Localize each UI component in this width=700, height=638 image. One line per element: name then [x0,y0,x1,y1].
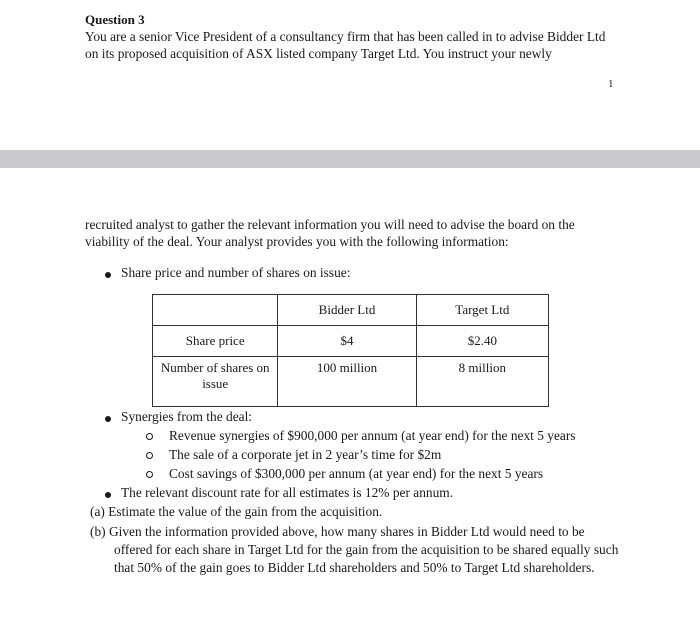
part-b-text: (b) Given the information provided above, how many shares in Bidder Ltd would need to be offered for each share in Target Ltd for the gain from the acquisition to be shared equally such that 50% of the gain goes to Bidder Ltd shareholders and 50% to Target Ltd shareholders. [90,524,619,575]
bullet-dot-icon [105,492,111,498]
table-cell-target: $2.40 [416,326,548,357]
sub-bullet-circle-icon [146,433,153,440]
sub-bullet-circle-icon [146,452,153,459]
synergy-item: The sale of a corporate jet in 2 year’s time for $2m [169,447,442,462]
bullet-dot-icon [105,416,111,422]
table-header-row [153,295,549,326]
synergy-item: Revenue synergies of $900,000 per annum (at year end) for the next 5 years [169,428,576,443]
bullet-dot-icon [105,272,111,278]
table-cell-bidder: $4 [278,326,416,357]
question-intro: You are a senior Vice President of a consultancy firm that has been called in to advise Bidder Ltd on its proposed acquisition of ASX listed company Target Ltd. You instruct your newly [85,29,606,61]
bullet-synergies: Synergies from the deal: [121,409,253,424]
table-cell-label: Number of shares on issue [153,357,278,407]
bullet-share-info: Share price and number of shares on issue: [121,265,351,280]
sub-bullet-circle-icon [146,471,153,478]
table-header-bidder: Bidder Ltd [278,295,416,326]
synergy-item: Cost savings of $300,000 per annum (at year end) for the next 5 years [169,466,544,481]
table-cell-label: Share price [153,326,278,357]
page-break-gap [0,150,700,168]
page-one [0,0,700,150]
part-b [90,523,625,577]
table-header-blank [153,295,278,326]
table-row [153,357,549,407]
part-a: (a) Estimate the value of the gain from the acquisition. [90,504,383,519]
page-two [0,168,700,638]
question-title: Question 3 [85,12,145,27]
share-table [152,294,549,407]
page-number: 1 [608,78,614,90]
table-header-target: Target Ltd [416,295,548,326]
table-cell-target: 8 million [416,357,548,407]
table-row [153,326,549,357]
continuation-paragraph: recruited analyst to gather the relevant information you will need to advise the board on the viability of the deal. Your analyst provides you with the following information: [85,217,575,249]
bullet-discount-rate: The relevant discount rate for all estimates is 12% per annum. [121,485,454,500]
table-cell-bidder: 100 million [278,357,416,407]
